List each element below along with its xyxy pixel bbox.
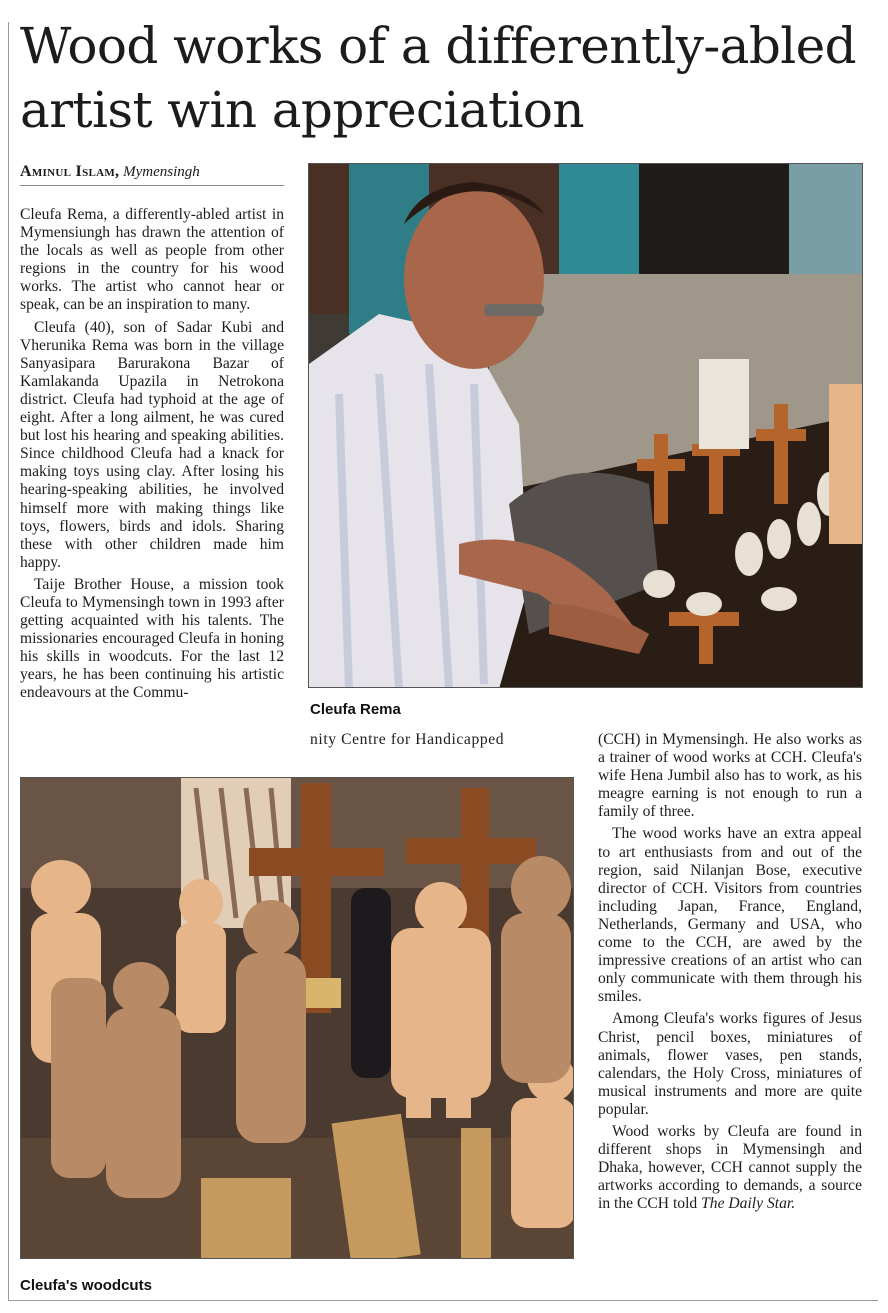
newspaper-name: The Daily Star.	[701, 1195, 796, 1213]
article-column-3	[598, 731, 862, 1217]
photo-woodcuts-illustration	[21, 778, 574, 1259]
paragraph-text: Wood works by Cleufa are found in different shops in Mymensingh and Dhaka, however, CCH cannot supply the artworks according to demands, a source in the CCH told	[598, 1122, 862, 1213]
article-column-1	[20, 206, 284, 707]
paragraph: Cleufa Rema, a differently-abled artist in Mymensiungh has drawn the attention of the locals as well as people from other regions in the country for his wood works. The artist who cannot hear or speak, can be an inspiration to many.	[20, 206, 284, 314]
byline-author: Aminul Islam,	[20, 163, 120, 180]
article-column-2	[310, 731, 574, 753]
photo-artist-illustration	[309, 164, 863, 688]
photo-artist	[308, 163, 863, 688]
paragraph-final	[598, 1123, 862, 1213]
photo-woodcuts-caption: Cleufa's woodcuts	[20, 1277, 152, 1294]
bottom-rule	[8, 1300, 878, 1301]
photo-artist-caption: Cleufa Rema	[310, 701, 401, 718]
paragraph: (CCH) in Mymensingh. He also works as a trainer of wood works at CCH. Cleufa's wife Hena Jumbil also has to work, as his meagre earning is not enough to run a family of three.	[598, 731, 862, 821]
byline	[20, 162, 284, 186]
headline: Wood works of a differently-abled artist win appreciation	[20, 17, 857, 139]
byline-place: Mymensingh	[123, 164, 200, 180]
paragraph: Among Cleufa's works figures of Jesus Christ, pencil boxes, miniatures of animals, flower vases, pen stands, calendars, the Holy Cross, miniatures of musical instruments and more are quite popular.	[598, 1010, 862, 1118]
paragraph: The wood works have an extra appeal to art enthusiasts from and out of the region, said Nilanjan Bose, executive director of CCH. Visitors from countries including Japan, France, England, Netherlands, Germany and USA, who come to the CCH, are awed by the impressive creations of an artist who can only communicate with them through his smiles.	[598, 825, 862, 1006]
left-column-rule	[8, 22, 9, 1300]
paragraph: Taije Brother House, a mission took Cleufa to Mymensingh town in 1993 after getting acquainted with his talents. The missionaries encouraged Cleufa in honing his skills in woodcuts. For the last 12 years, he has been continuing his artistic endeavours at the Commu-	[20, 575, 284, 702]
photo-woodcuts	[20, 777, 574, 1259]
paragraph: Cleufa (40), son of Sadar Kubi and Vherunika Rema was born in the village Sanyasipara Barurakona Bazar of Kamlakanda Upazila in Netrokona district. Cleufa had typhoid at the age of eight. After a long ailment, he was cured but lost his hearing and speaking abilities. Since childhood Cleufa had a knack for making toys using clay. After losing his hearing-speaking abilities, he involved himself more with making things like toys, flowers, birds and idols. Sharing these with other children made him happy.	[20, 318, 284, 571]
paragraph: nity Centre for Handicapped	[310, 731, 505, 748]
